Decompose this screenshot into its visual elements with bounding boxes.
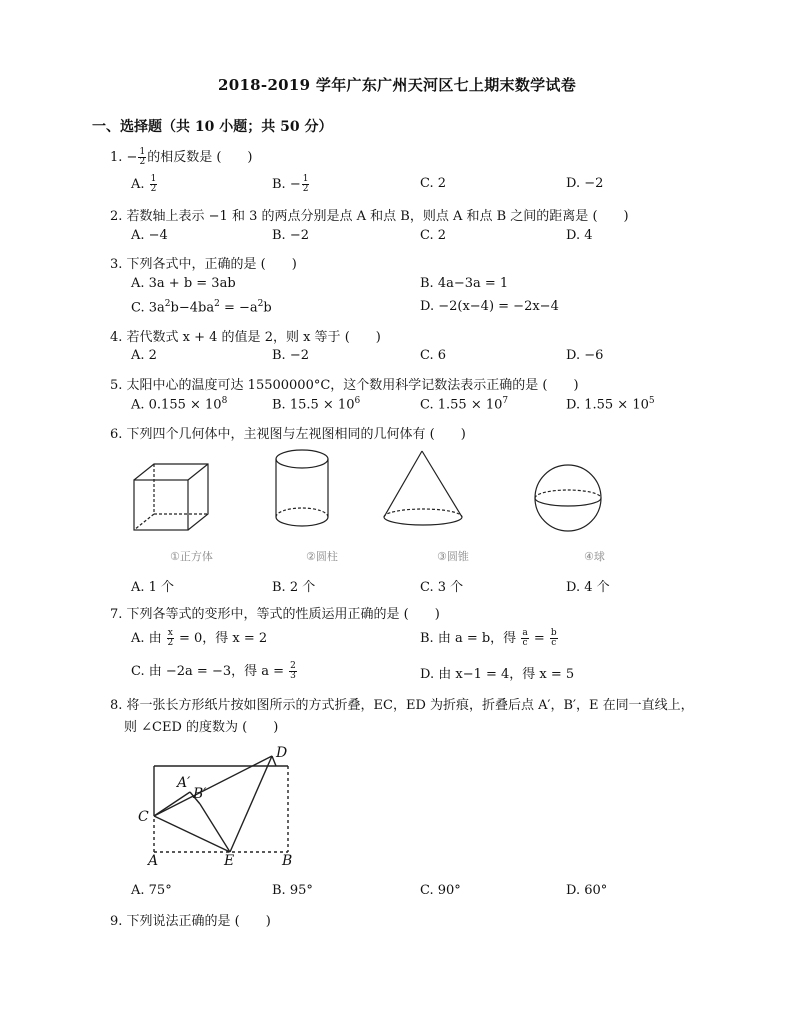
section-heading: 一、选择题（共 10 小题；共 50 分） [92,119,333,135]
point-label-d: D [276,745,288,761]
option-d[interactable]: D. $1.55 \times 10^5$ [566,396,655,413]
question-6: 6. 下列四个几何体中，主视图与左视图相同的几何体有 ( ) [110,427,466,442]
figure-label-cube: ①正方体 [170,550,213,563]
option-b[interactable]: B. −2 [272,228,309,243]
option-c[interactable]: C. 2 [420,228,447,243]
option-b[interactable]: B. 2 个 [272,580,316,595]
option-c[interactable]: C. 6 [420,348,447,363]
cylinder-figure [270,445,340,535]
option-d[interactable]: D. 4 个 [566,580,610,595]
option-a[interactable]: A. $0.155 \times 10^8$ [131,396,228,413]
option-b[interactable]: B. −2 [272,348,309,363]
option-d[interactable]: D. 4 [566,228,593,243]
point-label-a-prime: A′ [177,775,191,791]
option-d[interactable]: D. −2(x−4) = −2x−4 [420,299,559,314]
question-8-line-1: 8. 将一张长方形纸片按如图所示的方式折叠，EC，ED 为折痕，折叠后点 A′，B′，E 在同一直线上， [110,698,694,713]
point-label-a: A [148,853,159,869]
option-d[interactable]: D. 由 x−1 = 4，得 x = 5 [420,667,575,682]
option-d[interactable]: D. −6 [566,348,604,363]
option-c[interactable]: C. $1.55 \times 10^7$ [420,396,509,413]
fraction: $\frac{1}{2}$ [139,147,146,167]
option-a[interactable]: A. 由 $\frac{x}{2}$ = 0，得 x = 2 [131,628,268,648]
option-b[interactable]: B. 95° [272,883,313,898]
option-a[interactable]: A. 75° [131,883,172,898]
question-9: 9. 下列说法正确的是 ( ) [110,914,271,929]
option-b[interactable]: B. $15.5 \times 10^6$ [272,396,361,413]
point-label-b: B [282,853,293,869]
question-1: 1. − $\frac{1}{2}$ 的相反数是 ( ) [110,147,253,167]
question-8-line-2: 则 ∠CED 的度数为 ( ) [124,720,279,735]
option-a[interactable]: A. 1 个 [131,580,175,595]
point-label-b-prime: B′ [193,786,207,802]
option-a[interactable]: A. $\frac{1}{2}$ [131,174,157,194]
question-2: 2. 若数轴上表示 −1 和 3 的两点分别是点 A 和点 B，则点 A 和点 B 之间的距离是 ( ) [110,209,629,224]
figure-label-cylinder: ②圆柱 [306,550,338,563]
option-b[interactable]: B. − $\frac{1}{2}$ [272,174,309,194]
option-c[interactable]: C. 2 [420,176,447,191]
point-label-e: E [224,853,235,869]
option-a[interactable]: A. 2 [131,348,157,363]
cube-figure [128,460,218,535]
option-a[interactable]: A. 3a + b = 3ab [131,276,236,291]
option-d[interactable]: D. −2 [566,176,604,191]
sphere-figure [530,462,610,537]
option-c[interactable]: C. $3a^2b-4ba^2 = -a^2b$ [131,299,272,316]
option-d[interactable]: D. 60° [566,883,608,898]
figure-label-cone: ③圆锥 [437,550,469,563]
option-b[interactable]: B. 4a−3a = 1 [420,276,509,291]
option-c[interactable]: C. 3 个 [420,580,464,595]
figure-label-sphere: ④球 [584,550,605,563]
option-a[interactable]: A. −4 [131,228,168,243]
question-4: 4. 若代数式 x + 4 的值是 2，则 x 等于 ( ) [110,330,381,345]
question-7: 7. 下列各等式的变形中，等式的性质运用正确的是 ( ) [110,607,440,622]
point-label-c: C [138,809,149,825]
question-3: 3. 下列各式中，正确的是 ( ) [110,257,297,272]
option-c[interactable]: C. 由 −2a = −3，得 a = $\frac{2}{3}$ [131,661,296,681]
question-5: 5. 太阳中心的温度可达 15500000°C，这个数用科学记数法表示正确的是 ( ) [110,378,579,393]
option-b[interactable]: B. 由 a = b，得 $\frac{a}{c}$ = $\frac{b}{c}$ [420,628,557,648]
cone-figure [380,445,470,535]
page-title: 2018-2019 学年广东广州天河区七上期末数学试卷 [217,76,577,94]
option-c[interactable]: C. 90° [420,883,461,898]
